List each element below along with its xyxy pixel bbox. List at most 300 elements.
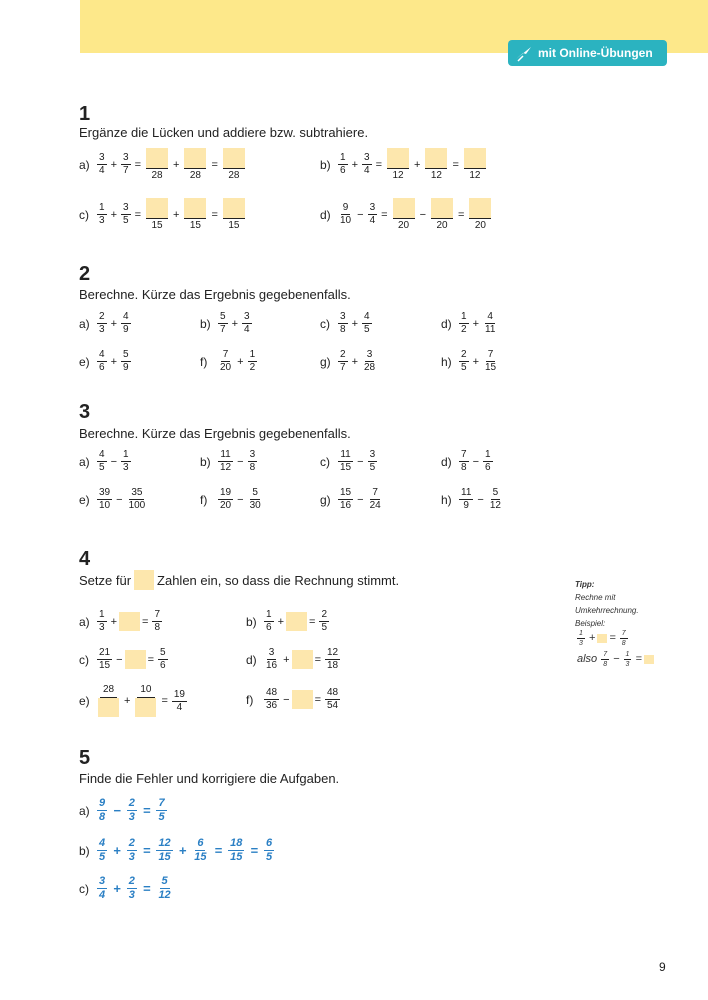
fraction (483, 450, 493, 473)
exercise-item (79, 312, 133, 335)
exercise-item (79, 838, 276, 863)
exercise-item (246, 648, 342, 671)
denominator: 15 (158, 851, 171, 863)
operator: + (110, 355, 117, 368)
fraction (264, 838, 274, 863)
operator: − (357, 455, 364, 468)
operator: − (113, 803, 121, 818)
exercise-instruction: Berechne. Kürze das Ergebnis gegebenenfalls. (79, 426, 351, 441)
fraction (97, 203, 107, 226)
operator: + (173, 208, 180, 221)
blank-box (644, 655, 654, 664)
blank-fraction (393, 198, 415, 231)
numerator: 6 (265, 837, 273, 849)
fraction (338, 450, 353, 473)
equals-sign: = (134, 208, 141, 221)
exercise-item (320, 148, 489, 181)
numerator: 11 (461, 487, 472, 498)
equals-sign: = (134, 158, 141, 171)
denominator: 16 (340, 500, 352, 511)
fraction (218, 450, 233, 473)
exercise-item (200, 488, 265, 511)
exercise-item (79, 798, 169, 823)
operator: − (477, 493, 484, 506)
fraction (620, 630, 628, 647)
denominator: 28 (364, 362, 376, 373)
operator: + (110, 208, 117, 221)
operator: + (110, 615, 117, 628)
denominator: 9 (123, 324, 129, 335)
operator: − (116, 653, 123, 666)
fraction (127, 838, 137, 863)
equals-sign: = (452, 158, 459, 171)
item-label: c) (79, 207, 89, 222)
operator: − (283, 693, 290, 706)
fraction (319, 610, 329, 633)
item-label: c) (79, 652, 89, 667)
fraction (97, 610, 107, 633)
exercise-number: 4 (79, 548, 91, 570)
blank-fraction (146, 148, 168, 181)
denominator: 12 (489, 500, 501, 511)
denominator: 6 (485, 462, 491, 473)
denominator: 15 (194, 851, 207, 863)
fraction (624, 651, 632, 668)
operator: + (472, 355, 479, 368)
blank-fraction (425, 148, 447, 181)
numerator: 1 (461, 311, 467, 322)
denominator: 20 (436, 220, 448, 231)
equals-sign: = (250, 843, 258, 858)
fraction (97, 153, 107, 176)
denominator: 3 (99, 215, 105, 226)
fraction (218, 312, 228, 335)
instruction-part: Setze für (79, 572, 132, 588)
equals-sign: = (314, 693, 321, 706)
item-label: g) (320, 354, 331, 369)
denominator: 12 (158, 889, 171, 901)
numerator: 7 (372, 487, 378, 498)
numerator: 5 (220, 311, 226, 322)
numerator: 3 (99, 875, 106, 887)
numerator: 35 (131, 487, 143, 498)
fraction (459, 450, 469, 473)
fraction (97, 350, 107, 373)
denominator: 3 (625, 661, 630, 668)
denominator: 20 (220, 500, 232, 511)
numerator: 3 (249, 449, 256, 460)
fraction (156, 838, 172, 863)
blank-fraction (469, 198, 491, 231)
numerator: 7 (222, 349, 229, 360)
fraction (152, 610, 162, 633)
denominator: 8 (99, 811, 106, 823)
operator: + (351, 158, 358, 171)
fraction (121, 153, 131, 176)
denominator: 8 (249, 462, 256, 473)
denominator: 20 (398, 220, 410, 231)
fraction (338, 203, 353, 226)
fraction (325, 648, 340, 671)
fraction (97, 876, 107, 901)
operator: + (113, 881, 121, 896)
fraction (97, 798, 107, 823)
denominator: 9 (463, 500, 469, 511)
fraction (483, 350, 498, 373)
numerator: 12 (158, 837, 171, 849)
exercise-instruction: Ergänze die Lücken und addiere bzw. subtrahiere. (79, 125, 369, 140)
numerator: 3 (364, 152, 370, 163)
denominator: 5 (123, 215, 129, 226)
fraction (156, 876, 172, 901)
exercise-item (79, 350, 133, 373)
fraction (97, 312, 107, 335)
denominator: 28 (189, 170, 201, 181)
numerator: 19 (173, 688, 185, 700)
fraction (368, 203, 378, 226)
fraction (459, 488, 473, 511)
tip-line: Rechne mit (575, 593, 616, 602)
exercise-item (246, 688, 342, 711)
fraction (127, 798, 137, 823)
denominator: 6 (160, 660, 166, 671)
denominator: 3 (99, 324, 105, 335)
exercise-item (441, 488, 505, 511)
denominator: 15 (189, 220, 201, 231)
exercise-item (79, 198, 248, 231)
operator: + (277, 615, 284, 628)
blank-fraction (223, 198, 245, 231)
denominator: 24 (369, 500, 381, 511)
denominator: 4 (176, 701, 183, 713)
numerator: 19 (220, 487, 232, 498)
numerator: 5 (161, 875, 168, 887)
blank-fraction (387, 148, 409, 181)
fraction (218, 488, 233, 511)
fraction (368, 488, 383, 511)
numerator: 1 (579, 630, 583, 637)
numerator: 1 (99, 202, 105, 213)
fraction (248, 350, 258, 373)
denominator: 5 (364, 324, 370, 335)
operator: − (237, 455, 244, 468)
fraction (242, 312, 252, 335)
numerator: 10 (137, 685, 154, 698)
exercise-item (320, 350, 379, 373)
denominator: 20 (220, 362, 232, 373)
denominator: 3 (99, 622, 105, 633)
fraction (264, 648, 279, 671)
numerator: 3 (369, 202, 376, 213)
denominator: 5 (369, 462, 376, 473)
blank-fraction (184, 148, 206, 181)
exercise-number: 2 (79, 263, 91, 285)
numerator: 1 (266, 609, 272, 620)
blank-box (119, 612, 140, 631)
operator: − (613, 653, 620, 665)
tip-prefix: also (577, 653, 598, 665)
blank-denominator-box (135, 698, 156, 717)
exercise-item (200, 450, 259, 473)
equals-sign: = (147, 653, 154, 666)
exercise-instruction: Berechne. Kürze das Ergebnis gegebenenfalls. (79, 287, 351, 302)
fraction (325, 688, 340, 711)
tip-box (575, 578, 685, 668)
denominator: 8 (461, 462, 467, 473)
item-label: e) (79, 492, 90, 507)
blank-fraction (135, 685, 156, 717)
numerator: 3 (123, 152, 129, 163)
item-label: g) (320, 492, 331, 507)
numerator: 3 (369, 449, 376, 460)
operator: + (351, 355, 358, 368)
fraction (121, 312, 131, 335)
numerator: 7 (158, 797, 165, 809)
numerator: 3 (99, 152, 105, 163)
fraction (368, 450, 378, 473)
item-label: d) (441, 316, 452, 331)
equals-sign: = (375, 158, 382, 171)
numerator: 3 (268, 647, 275, 658)
fraction (459, 312, 469, 335)
tip-line: Umkehrrechnung. (575, 606, 639, 615)
denominator: 15 (151, 220, 163, 231)
equals-sign: = (458, 208, 465, 221)
denominator: 8 (603, 661, 608, 668)
denominator: 15 (230, 851, 243, 863)
instruction-part: Zahlen ein, so dass die Rechnung stimmt. (157, 572, 400, 588)
operator: + (173, 158, 180, 171)
equals-sign: = (211, 208, 218, 221)
denominator: 10 (99, 500, 111, 511)
equals-sign: = (161, 695, 168, 707)
exercise-item (79, 648, 170, 671)
denominator: 15 (99, 660, 111, 671)
item-label: e) (79, 354, 90, 369)
equals-sign: = (142, 803, 151, 818)
tip-line: Beispiel: (575, 619, 606, 628)
fraction (172, 690, 187, 713)
blank-numerator-box (464, 148, 486, 169)
fraction (338, 312, 348, 335)
numerator: 2 (128, 837, 135, 849)
denominator: 15 (228, 220, 240, 231)
fraction (156, 798, 166, 823)
numerator: 5 (252, 487, 258, 498)
fraction (218, 350, 233, 373)
numerator: 1 (249, 349, 256, 360)
denominator: 12 (430, 170, 442, 181)
fraction (127, 488, 148, 511)
exercise-item (320, 450, 379, 473)
numerator: 2 (99, 311, 105, 322)
operator: + (231, 317, 238, 330)
fraction (121, 203, 131, 226)
numerator: 6 (197, 837, 204, 849)
numerator: 1 (485, 449, 491, 460)
item-label: f) (200, 354, 208, 369)
exercise-number: 1 (79, 103, 91, 125)
denominator: 4 (99, 889, 106, 901)
operator: − (237, 493, 244, 506)
denominator: 3 (128, 811, 135, 823)
numerator: 3 (366, 349, 373, 360)
denominator: 2 (249, 362, 256, 373)
numerator: 4 (487, 311, 493, 322)
blank-numerator-box (223, 198, 245, 219)
denominator: 10 (340, 215, 352, 226)
exercise-item (79, 876, 175, 901)
numerator: 2 (340, 349, 346, 360)
numerator: 28 (100, 685, 117, 698)
denominator: 15 (485, 362, 497, 373)
cursor-arrow-icon (514, 44, 534, 65)
item-label: a) (79, 803, 90, 818)
exercise-item (441, 350, 500, 373)
denominator: 4 (244, 324, 250, 335)
fraction (127, 876, 137, 901)
equals-sign: = (142, 843, 151, 858)
denominator: 3 (579, 640, 583, 647)
exercise-item (441, 450, 495, 473)
operator: − (357, 493, 364, 506)
numerator: 9 (99, 797, 106, 809)
fraction (97, 838, 107, 863)
fraction (488, 488, 503, 511)
exercise-item (320, 488, 385, 511)
exercise-item (79, 148, 248, 181)
numerator: 2 (321, 609, 327, 620)
operator: + (113, 843, 121, 858)
operator: + (588, 632, 596, 644)
exercise-item (320, 312, 374, 335)
item-label: c) (320, 454, 330, 469)
operator: − (110, 455, 117, 468)
numerator: 1 (123, 449, 129, 460)
denominator: 5 (321, 622, 327, 633)
numerator: 9 (342, 202, 349, 213)
denominator: 16 (266, 660, 278, 671)
numerator: 5 (492, 487, 499, 498)
blank-fraction (431, 198, 453, 231)
tip-title: Tipp: (575, 580, 595, 589)
denominator: 100 (128, 500, 146, 511)
denominator: 4 (369, 215, 376, 226)
numerator: 2 (128, 797, 135, 809)
denominator: 20 (474, 220, 486, 231)
denominator: 5 (461, 362, 467, 373)
fraction (362, 153, 372, 176)
equals-sign: = (609, 632, 616, 644)
fraction (228, 838, 244, 863)
denominator: 28 (228, 170, 240, 181)
denominator: 6 (99, 362, 105, 373)
operator: + (110, 158, 117, 171)
item-label: d) (246, 652, 257, 667)
equals-sign: = (314, 653, 321, 666)
item-label: c) (320, 316, 330, 331)
numerator: 2 (128, 875, 135, 887)
blank-box (597, 634, 607, 643)
exercise-item (320, 198, 494, 231)
fraction (264, 688, 279, 711)
numerator: 4 (364, 311, 370, 322)
denominator: 28 (151, 170, 163, 181)
blank-numerator-box (425, 148, 447, 169)
exercise-item (79, 685, 189, 717)
operator: + (178, 843, 187, 858)
fraction (459, 350, 469, 373)
item-label: c) (79, 881, 89, 896)
denominator: 9 (123, 362, 129, 373)
blank-box (125, 650, 146, 669)
exercise-number: 3 (79, 401, 91, 423)
blank-fraction (98, 685, 119, 717)
item-label: a) (79, 454, 90, 469)
item-label: b) (79, 843, 90, 858)
fraction (248, 488, 263, 511)
equals-sign: = (381, 208, 388, 221)
denominator: 7 (123, 165, 129, 176)
operator: − (116, 493, 123, 506)
denominator: 54 (327, 700, 339, 711)
numerator: 21 (99, 647, 111, 658)
numerator: 5 (160, 647, 166, 658)
online-exercises-label: mit Online-Übungen (538, 46, 653, 60)
blank-box (286, 612, 307, 631)
denominator: 6 (266, 622, 272, 633)
operator: + (110, 317, 117, 330)
denominator: 11 (485, 324, 496, 335)
blank-numerator-box (184, 198, 206, 219)
numerator: 7 (621, 630, 626, 637)
item-label: d) (441, 454, 452, 469)
tip-example (575, 630, 685, 647)
fraction (338, 350, 348, 373)
fraction (601, 651, 609, 668)
item-label: e) (79, 694, 90, 708)
denominator: 5 (265, 851, 273, 863)
denominator: 8 (154, 622, 160, 633)
numerator: 12 (327, 647, 339, 658)
item-label: f) (246, 692, 254, 707)
operator: − (472, 455, 479, 468)
numerator: 1 (99, 609, 105, 620)
numerator: 1 (625, 651, 630, 658)
numerator: 7 (603, 651, 608, 658)
online-exercises-button[interactable] (508, 40, 667, 66)
exercise-instruction: Finde die Fehler und korrigiere die Aufgaben. (79, 771, 340, 786)
exercise-item (79, 610, 164, 633)
denominator: 7 (340, 362, 346, 373)
denominator: 3 (128, 851, 135, 863)
equals-sign: = (214, 843, 223, 858)
item-label: h) (441, 492, 452, 507)
denominator: 3 (123, 462, 129, 473)
numerator: 48 (266, 687, 278, 698)
blank-numerator-box (146, 148, 168, 169)
fraction (192, 838, 208, 863)
operator: + (124, 695, 131, 707)
numerator: 7 (154, 609, 160, 620)
denominator: 5 (99, 462, 105, 473)
operator: + (237, 355, 244, 368)
numerator: 11 (220, 449, 231, 460)
item-label: a) (79, 316, 90, 331)
blank-numerator-box (146, 198, 168, 219)
numerator: 5 (123, 349, 129, 360)
denominator: 3 (128, 889, 135, 901)
